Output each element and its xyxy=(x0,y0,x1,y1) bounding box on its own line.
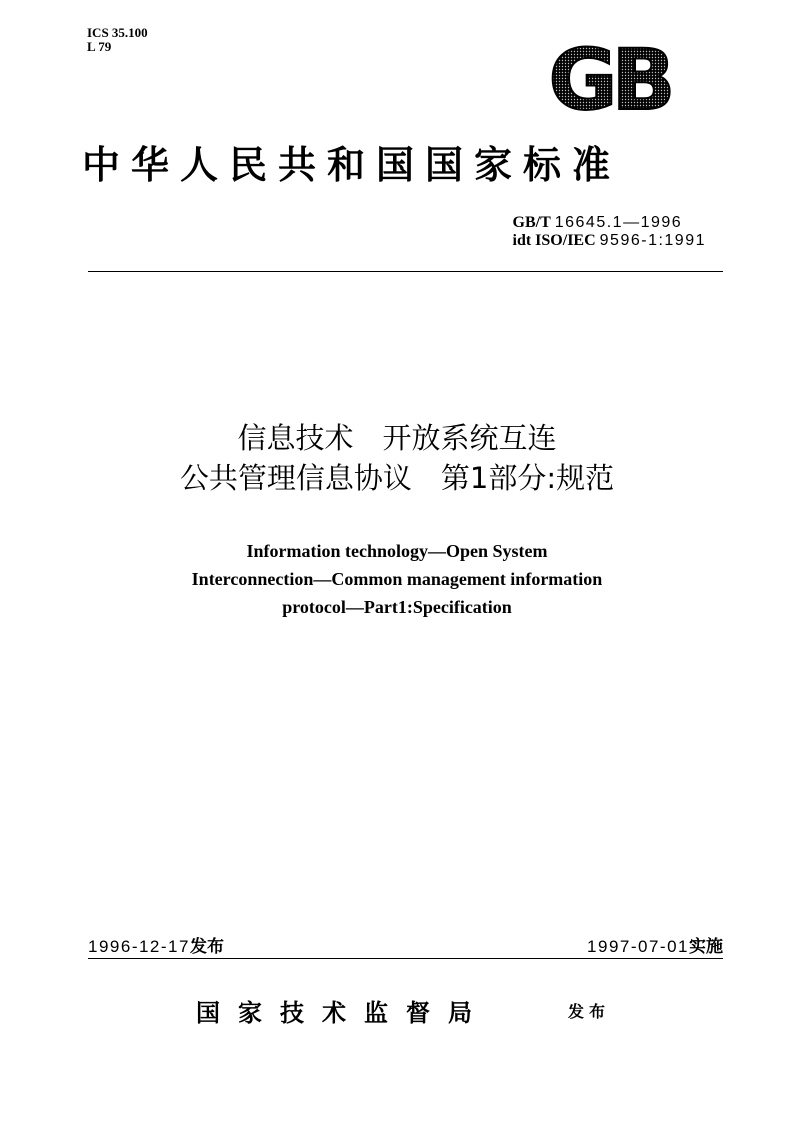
gb-logo-text: GB xyxy=(548,38,670,116)
chinese-title-line-2: 公共管理信息协议 第1部分:规范 xyxy=(179,461,615,495)
effective-label: 实施 xyxy=(689,937,723,957)
english-title-line-3: protocol—Part1:Specification xyxy=(282,597,512,617)
chinese-title xyxy=(0,418,794,498)
standard-number-row xyxy=(513,214,707,232)
effective-date: 1997-07-01 xyxy=(587,937,689,956)
national-standard-title: 中华人民共和国国家标准 xyxy=(82,142,622,187)
idt-number: 9596-1:1991 xyxy=(599,232,706,249)
english-title-line-1: Information technology—Open System xyxy=(246,541,548,561)
chinese-title-line-1: 信息技术 开放系统互连 xyxy=(237,421,557,455)
category-code: L 79 xyxy=(87,39,112,54)
issue-date: 1996-12-17 xyxy=(88,937,190,956)
gb-emblem-icon xyxy=(540,38,678,116)
standard-number-block xyxy=(513,214,707,250)
effective-date-block xyxy=(587,932,723,957)
ics-code: ICS 35.100 xyxy=(87,25,148,40)
date-row xyxy=(88,932,723,958)
header-divider xyxy=(88,271,723,272)
footer-divider xyxy=(88,958,723,959)
issue-date-block xyxy=(88,932,224,957)
english-title xyxy=(0,537,794,621)
standard-prefix: GB/T xyxy=(512,214,551,231)
standard-number: 16645.1—1996 xyxy=(554,214,683,231)
publisher-name: 国家技术监督局 xyxy=(196,998,490,1027)
gb-logo-graphic xyxy=(540,38,678,116)
classification-codes xyxy=(87,26,148,54)
idt-prefix: idt ISO/IEC xyxy=(512,232,596,249)
idt-row xyxy=(513,232,707,250)
publish-label: 发布 xyxy=(568,1002,611,1021)
issue-label: 发布 xyxy=(189,937,224,957)
english-title-line-2: Interconnection—Common management information xyxy=(191,569,603,589)
